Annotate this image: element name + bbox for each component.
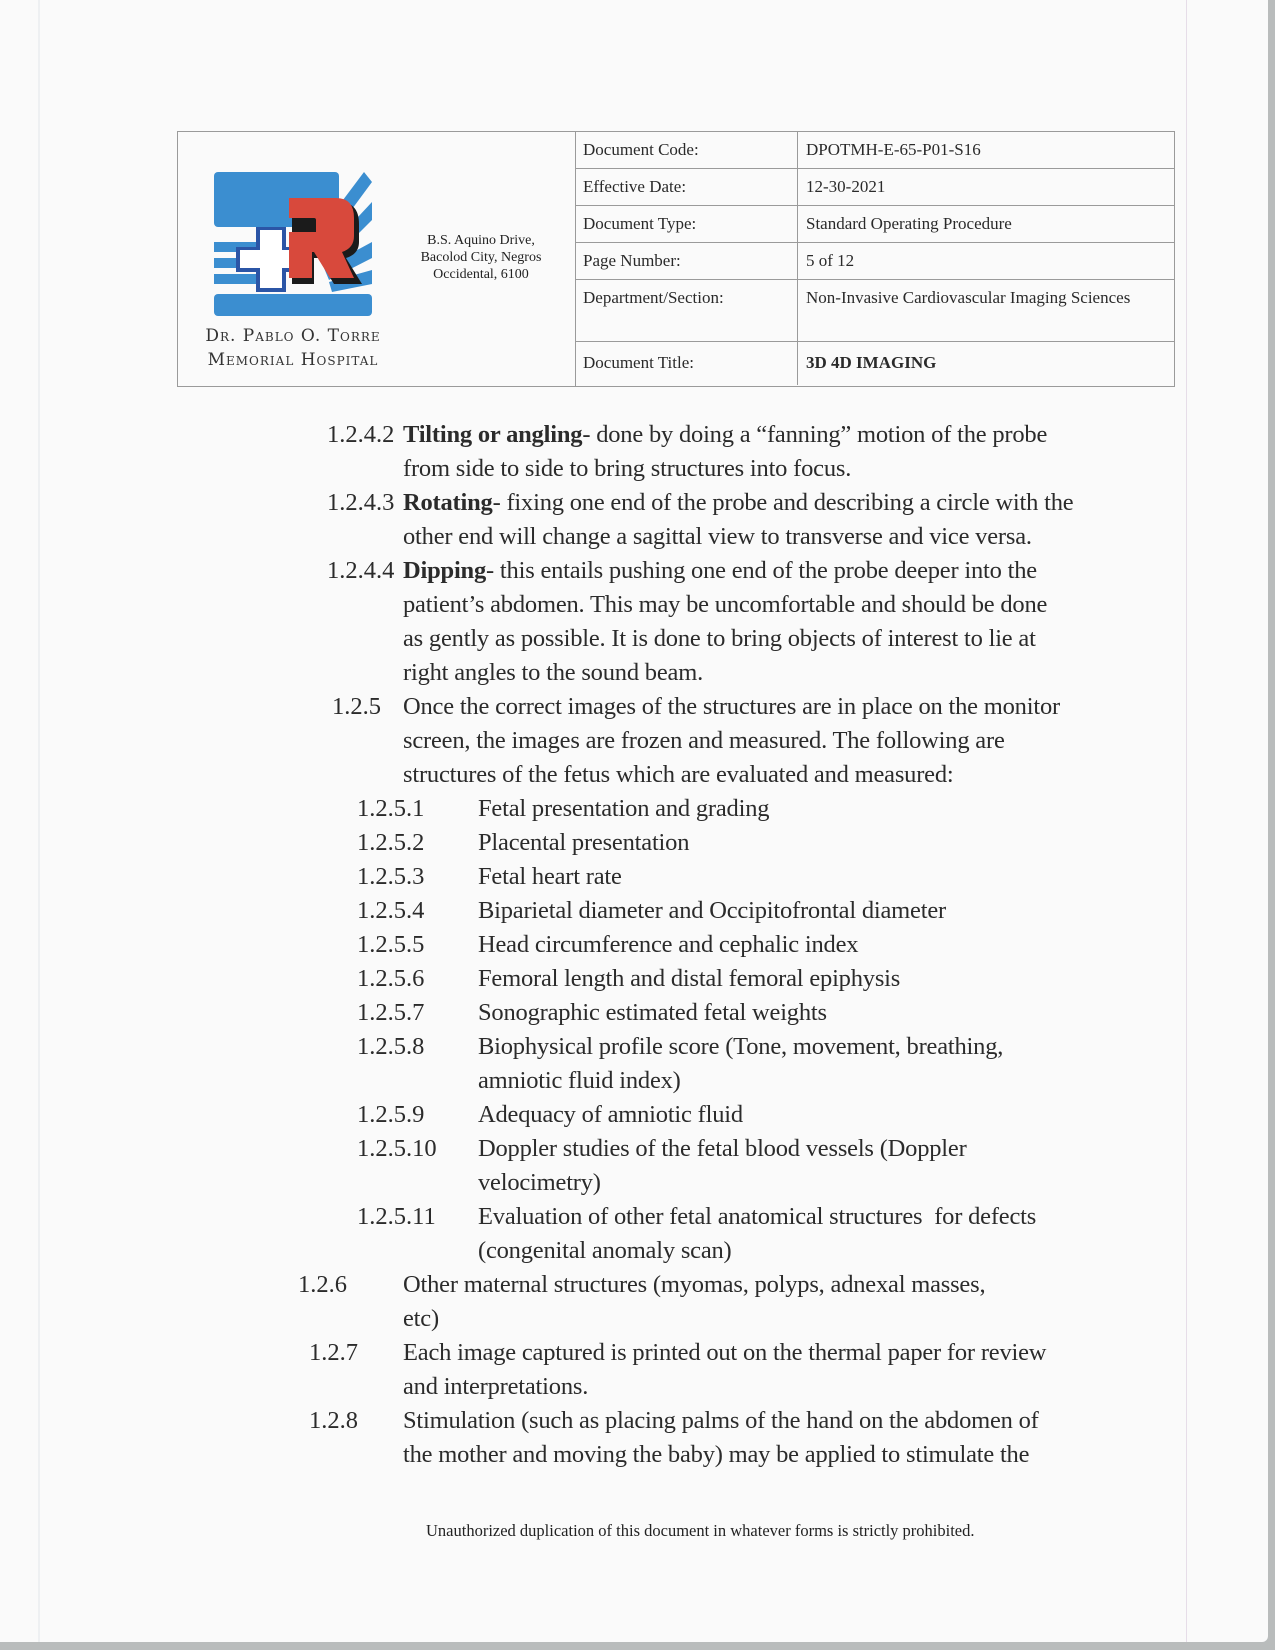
- hospital-address: B.S. Aquino Drive, Bacolod City, Negros Occidental, 6100: [420, 233, 542, 282]
- item-term: Rotating: [403, 489, 493, 516]
- logo-cell: [178, 132, 576, 386]
- item-number: 1.2.4.3: [327, 489, 395, 516]
- sub-item-number: 1.2.5.1: [357, 795, 425, 822]
- meta-label: Document Title:: [575, 342, 798, 385]
- document-meta: [575, 132, 1174, 385]
- sub-item-line: Head circumference and cephalic index: [478, 931, 859, 958]
- item-number: 1.2.7: [309, 1339, 358, 1366]
- item-line: Other maternal structures (myomas, polyps, adnexal masses,: [403, 1271, 986, 1298]
- sub-item-number: 1.2.5.10: [357, 1135, 437, 1162]
- item-line: Once the correct images of the structures are in place on the monitor: [403, 693, 1060, 720]
- meta-label: Effective Date:: [575, 169, 798, 205]
- item-number: 1.2.8: [309, 1407, 358, 1434]
- item-line: structures of the fetus which are evaluated and measured:: [403, 761, 954, 788]
- sub-item-line: Placental presentation: [478, 829, 690, 856]
- document-title-value: 3D 4D IMAGING: [806, 353, 937, 372]
- sub-item-number: 1.2.5.2: [357, 829, 425, 856]
- sub-item-line: Biparietal diameter and Occipitofrontal diameter: [478, 897, 946, 924]
- item-number: 1.2.4.2: [327, 421, 395, 448]
- item-text: [403, 554, 1037, 588]
- item-term: Tilting or angling: [403, 421, 583, 448]
- scan-edge: [38, 0, 40, 1642]
- effective-date-value: 12-30-2021: [806, 177, 886, 196]
- sub-item-number: 1.2.5.4: [357, 897, 425, 924]
- document-header-table: [177, 131, 1175, 387]
- item-number: 1.2.6: [298, 1271, 347, 1298]
- meta-label: Department/Section:: [575, 280, 798, 341]
- meta-label: Document Type:: [575, 206, 798, 242]
- item-line: as gently as possible. It is done to bring objects of interest to lie at: [403, 625, 1036, 652]
- hospital-name: [188, 324, 398, 372]
- sub-item-number: 1.2.5.3: [357, 863, 425, 890]
- item-line: from side to side to bring structures into focus.: [403, 455, 852, 482]
- sub-item-line: Femoral length and distal femoral epiphysis: [478, 965, 901, 992]
- document-type-value: Standard Operating Procedure: [806, 214, 1012, 233]
- meta-row-document-title: [575, 342, 1174, 385]
- footer-notice: Unauthorized duplication of this document in whatever forms is strictly prohibited.: [426, 1521, 975, 1540]
- meta-row-document-type: [575, 206, 1174, 243]
- item-line: - fixing one end of the probe and describing a circle with the: [492, 489, 1074, 516]
- sub-item-line: Doppler studies of the fetal blood vessels (Doppler: [478, 1135, 967, 1162]
- item-number: 1.2.4.4: [327, 557, 395, 584]
- item-line: other end will change a sagittal view to transverse and vice versa.: [403, 523, 1032, 550]
- sub-item-line: Evaluation of other fetal anatomical structures for defects: [478, 1203, 1037, 1230]
- sub-item-number: 1.2.5.11: [357, 1203, 436, 1230]
- item-line: - done by doing a “fanning” motion of the probe: [582, 421, 1048, 448]
- department-value: Non-Invasive Cardiovascular Imaging Sciences: [806, 288, 1131, 307]
- sub-item-number: 1.2.5.5: [357, 931, 425, 958]
- sub-item-line: amniotic fluid index): [478, 1067, 681, 1094]
- item-line: Stimulation (such as placing palms of the hand on the abdomen of: [403, 1407, 1039, 1434]
- hospital-name-line1: Dr. Pablo O. Torre: [205, 326, 381, 346]
- sub-item-line: Biophysical profile score (Tone, movement, breathing,: [478, 1033, 1004, 1060]
- item-line: and interpretations.: [403, 1373, 589, 1400]
- item-line: right angles to the sound beam.: [403, 659, 703, 686]
- sub-item-number: 1.2.5.6: [357, 965, 425, 992]
- meta-row-document-code: [575, 132, 1174, 169]
- sub-item-number: 1.2.5.8: [357, 1033, 425, 1060]
- item-text: [403, 418, 1047, 452]
- page-number-value: 5 of 12: [806, 251, 855, 270]
- sub-item-line: (congenital anomaly scan): [478, 1237, 732, 1264]
- meta-row-page-number: [575, 243, 1174, 280]
- item-line: patient’s abdomen. This may be uncomfortable and should be done: [403, 591, 1048, 618]
- item-number: 1.2.5: [332, 693, 381, 720]
- item-line: screen, the images are frozen and measured. The following are: [403, 727, 1005, 754]
- sub-item-line: Fetal heart rate: [478, 863, 622, 890]
- meta-label: Page Number:: [575, 243, 798, 279]
- item-line: Each image captured is printed out on the thermal paper for review: [403, 1339, 1047, 1366]
- sub-item-line: Adequacy of amniotic fluid: [478, 1101, 743, 1128]
- sub-item-number: 1.2.5.7: [357, 999, 425, 1026]
- hospital-name-line2: Memorial Hospital: [207, 350, 379, 370]
- sub-item-line: Fetal presentation and grading: [478, 795, 770, 822]
- item-line: the mother and moving the baby) may be applied to stimulate the: [403, 1441, 1030, 1468]
- sub-item-line: velocimetry): [478, 1169, 601, 1196]
- document-code-value: DPOTMH-E-65-P01-S16: [806, 140, 981, 159]
- item-line: etc): [403, 1305, 439, 1332]
- item-text: [403, 486, 1073, 520]
- hospital-logo-icon: [214, 172, 372, 322]
- item-term: Dipping: [403, 557, 487, 584]
- meta-row-department: [575, 280, 1174, 342]
- item-line: - this entails pushing one end of the probe deeper into the: [486, 557, 1037, 584]
- sub-item-number: 1.2.5.9: [357, 1101, 425, 1128]
- meta-label: Document Code:: [575, 132, 798, 168]
- sub-item-line: Sonographic estimated fetal weights: [478, 999, 827, 1026]
- meta-row-effective-date: [575, 169, 1174, 206]
- margin-rule: [1186, 0, 1187, 1642]
